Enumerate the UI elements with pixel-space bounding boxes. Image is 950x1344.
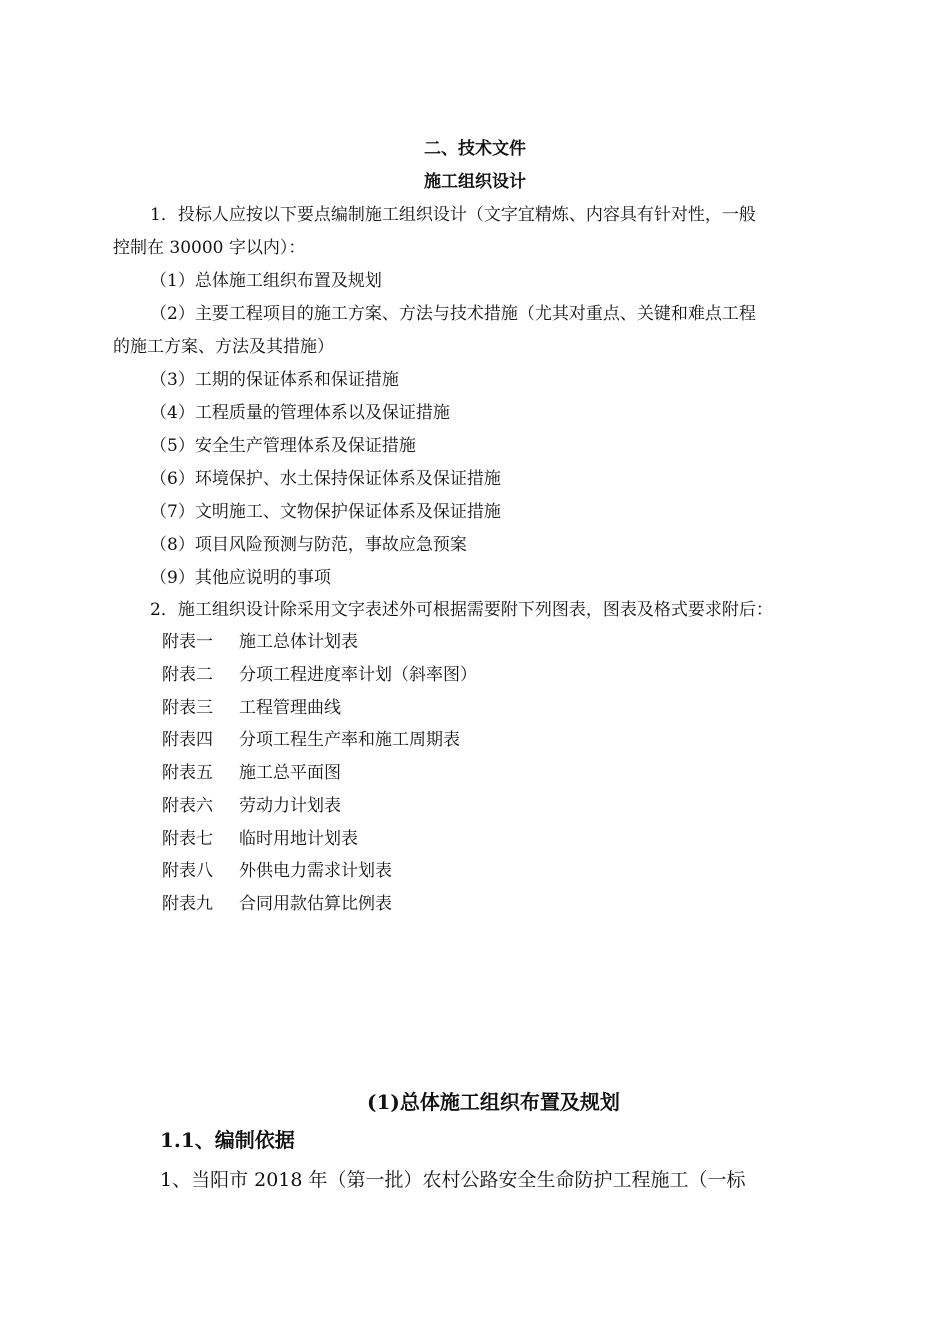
list-item: （4）工程质量的管理体系以及保证措施: [150, 403, 450, 423]
list-item: （5）安全生产管理体系及保证措施: [150, 436, 416, 456]
annex-title: 分项工程进度率计划（斜率图）: [239, 665, 477, 685]
annex-row: [162, 893, 392, 915]
annex-row: [162, 795, 341, 817]
annex-code: 附表七: [162, 829, 213, 849]
annex-code: 附表八: [162, 861, 213, 881]
annex-code: 附表四: [162, 730, 213, 750]
annex-row: [162, 664, 477, 686]
subtitle: 施工组织设计: [424, 172, 526, 192]
annex-title: 工程管理曲线: [239, 698, 341, 718]
annex-code: 附表九: [162, 894, 213, 914]
list-item: （1）总体施工组织布置及规划: [150, 271, 382, 291]
annex-title: 合同用款估算比例表: [239, 894, 392, 914]
annex-title: 施工总体计划表: [239, 632, 358, 652]
annex-row: [162, 762, 341, 784]
list-item: （7）文明施工、文物保护保证体系及保证措施: [150, 502, 501, 522]
annex-code: 附表三: [162, 698, 213, 718]
annex-title: 分项工程生产率和施工周期表: [239, 730, 460, 750]
para1-line1: 1．投标人应按以下要点编制施工组织设计（文字宜精炼、内容具有针对性，一般: [150, 205, 756, 225]
body-line: 1、当阳市 2018 年（第一批）农村公路安全生命防护工程施工（一标: [160, 1169, 746, 1191]
annex-code: 附表一: [162, 632, 213, 652]
list-item: （2）主要工程项目的施工方案、方法与技术措施（尤其对重点、关键和难点工程: [150, 304, 756, 324]
annex-code: 附表五: [162, 763, 213, 783]
section2-title: (1)总体施工组织布置及规划: [367, 1090, 620, 1114]
para1-line2: 控制在 30000 字以内）：: [113, 238, 306, 258]
list-item: （3）工期的保证体系和保证措施: [150, 370, 399, 390]
annex-row: [162, 729, 460, 751]
annex-row: [162, 860, 392, 882]
annex-title: 外供电力需求计划表: [239, 861, 392, 881]
annex-code: 附表六: [162, 796, 213, 816]
section-title: 二、技术文件: [424, 139, 526, 159]
annex-row: [162, 631, 358, 653]
annex-row: [162, 697, 341, 719]
para2: 2．施工组织设计除采用文字表述外可根据需要附下列图表，图表及格式要求附后：: [150, 600, 773, 620]
annex-title: 劳动力计划表: [239, 796, 341, 816]
annex-code: 附表二: [162, 665, 213, 685]
subsection-heading: 1.1、编制依据: [160, 1128, 295, 1152]
list-item: （9）其他应说明的事项: [150, 568, 331, 588]
list-item-continuation: 的施工方案、方法及其措施）: [113, 337, 334, 357]
annex-title: 临时用地计划表: [239, 829, 358, 849]
list-item: （6）环境保护、水土保持保证体系及保证措施: [150, 469, 501, 489]
annex-row: [162, 828, 358, 850]
annex-title: 施工总平面图: [239, 763, 341, 783]
list-item: （8）项目风险预测与防范，事故应急预案: [150, 535, 467, 555]
